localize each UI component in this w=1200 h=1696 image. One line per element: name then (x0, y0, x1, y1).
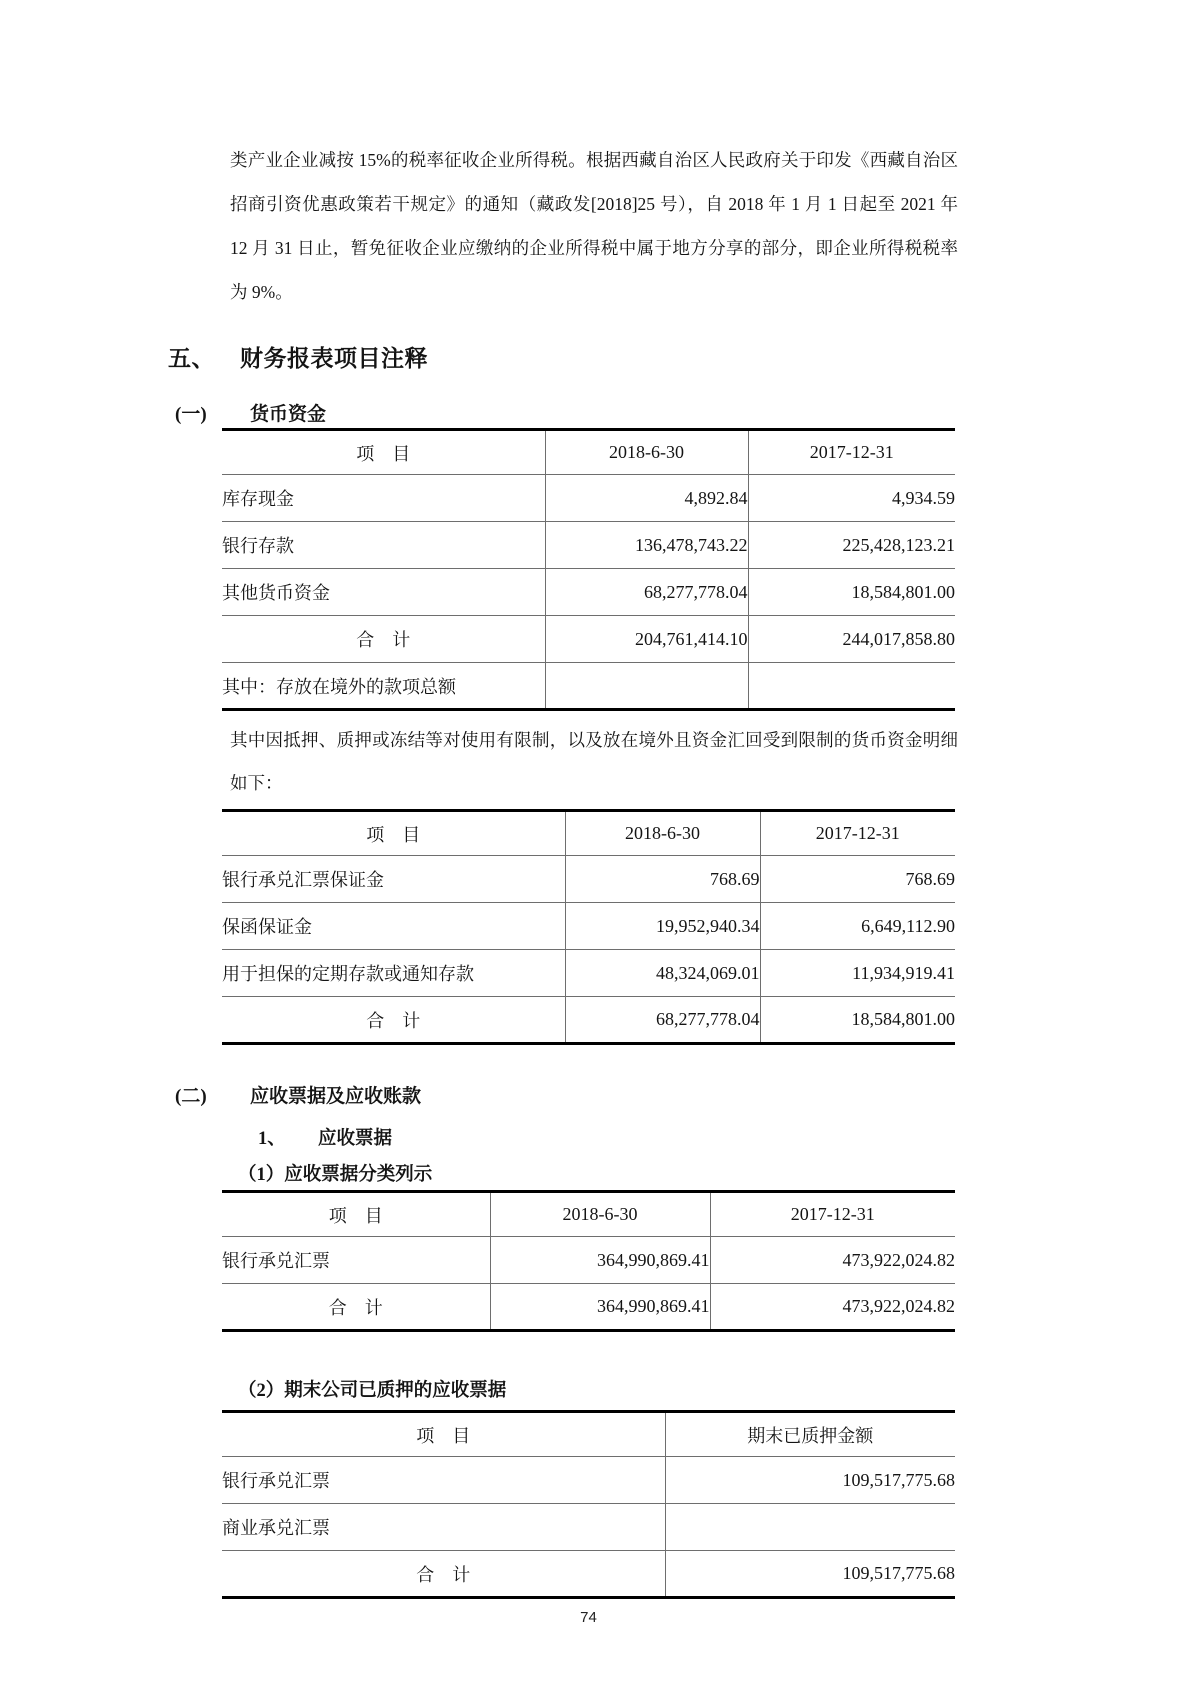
item-cell: 合 计 (222, 1551, 665, 1598)
item-cell: 保函保证金 (222, 903, 565, 950)
section-5-1-heading (175, 399, 1200, 426)
table-row (222, 903, 955, 950)
section-5-number: 五、 (168, 346, 215, 371)
value-2017-cell: 11,934,919.41 (760, 950, 955, 997)
amount-cell (665, 1504, 955, 1551)
notes-receivable-heading (258, 1124, 1200, 1150)
table-row (222, 663, 955, 710)
section-5-2-number: (二) (175, 1086, 207, 1107)
column-header-item: 项 目 (222, 430, 545, 475)
item-cell: 库存现金 (222, 475, 545, 522)
value-2017-cell: 473,922,024.82 (710, 1237, 955, 1284)
value-2018-cell: 364,990,869.41 (490, 1237, 710, 1284)
total-row (222, 1551, 955, 1598)
total-row (222, 1284, 955, 1331)
value-2017-cell: 768.69 (760, 856, 955, 903)
section-5-2-title: 应收票据及应收账款 (250, 1086, 422, 1107)
amount-cell: 109,517,775.68 (665, 1551, 955, 1598)
column-header-2017: 2017-12-31 (748, 430, 955, 475)
section-5-1-title: 货币资金 (250, 404, 327, 425)
value-2018-cell (545, 663, 748, 710)
value-2018-cell: 768.69 (565, 856, 760, 903)
restricted-funds-note: 其中因抵押、质押或冻结等对使用有限制，以及放在境外且资金汇回受到限制的货币资金明细如下： (230, 730, 958, 793)
total-row (222, 616, 955, 663)
value-2017-cell: 18,584,801.00 (760, 997, 955, 1044)
intro-paragraph: 类产业企业减按 15%的税率征收企业所得税。根据西藏自治区人民政府关于印发《西藏自治区招商引资优惠政策若干规定》的通知（藏政发[2018]25 号），自 2018 年 1 月 1 日起至 2021 年 12 月 31 日止，暂免征收企业应缴纳的企业所得税中属于地方分享的部分，即企业所得税税率为 9%。 (230, 150, 958, 302)
value-2018-cell: 68,277,778.04 (545, 569, 748, 616)
item-cell: 其他货币资金 (222, 569, 545, 616)
amount-cell: 109,517,775.68 (665, 1457, 955, 1504)
value-2017-cell: 473,922,024.82 (710, 1284, 955, 1331)
table-row (222, 1504, 955, 1551)
classification-heading: （1）应收票据分类列示 (238, 1165, 433, 1185)
table-row (222, 475, 955, 522)
column-header-2018: 2018-6-30 (490, 1192, 710, 1237)
value-2018-cell: 48,324,069.01 (565, 950, 760, 997)
table-header-row (222, 430, 955, 475)
value-2018-cell: 136,478,743.22 (545, 522, 748, 569)
section-5-heading (168, 340, 1200, 373)
value-2018-cell: 364,990,869.41 (490, 1284, 710, 1331)
monetary-funds-table (222, 428, 955, 711)
pledged-notes-table (222, 1410, 955, 1599)
column-header-item: 项 目 (222, 1192, 490, 1237)
item-cell: 合 计 (222, 616, 545, 663)
column-header-2017: 2017-12-31 (760, 811, 955, 856)
value-2017-cell (748, 663, 955, 710)
value-2018-cell: 204,761,414.10 (545, 616, 748, 663)
notes-receivable-classification-table (222, 1190, 955, 1332)
restricted-funds-table (222, 809, 955, 1045)
value-2018-cell: 68,277,778.04 (565, 997, 760, 1044)
pledged-notes-heading: （2）期末公司已质押的应收票据 (238, 1381, 507, 1401)
item-cell: 合 计 (222, 1284, 490, 1331)
section-5-title: 财务报表项目注释 (240, 346, 428, 371)
section-5-1-number: (一) (175, 404, 207, 425)
column-header-2018: 2018-6-30 (545, 430, 748, 475)
table-row (222, 569, 955, 616)
value-2017-cell: 18,584,801.00 (748, 569, 955, 616)
notes-receivable-title: 应收票据 (318, 1129, 393, 1149)
value-2017-cell: 225,428,123.21 (748, 522, 955, 569)
column-header-2018: 2018-6-30 (565, 811, 760, 856)
table-header-row (222, 1412, 955, 1457)
value-2018-cell: 19,952,940.34 (565, 903, 760, 950)
value-2017-cell: 244,017,858.80 (748, 616, 955, 663)
value-2017-cell: 6,649,112.90 (760, 903, 955, 950)
item-cell: 银行承兑汇票 (222, 1237, 490, 1284)
item-cell: 其中：存放在境外的款项总额 (222, 663, 545, 710)
table-header-row (222, 1192, 955, 1237)
section-5-2-heading (175, 1081, 1200, 1108)
total-row (222, 997, 955, 1044)
column-header-item: 项 目 (222, 1412, 665, 1457)
table-row (222, 1457, 955, 1504)
value-2017-cell: 4,934.59 (748, 475, 955, 522)
item-cell: 银行存款 (222, 522, 545, 569)
table-row (222, 522, 955, 569)
table-row (222, 950, 955, 997)
item-cell: 合 计 (222, 997, 565, 1044)
column-header-amount: 期末已质押金额 (665, 1412, 955, 1457)
value-2018-cell: 4,892.84 (545, 475, 748, 522)
page-number: 74 (580, 1609, 597, 1626)
notes-receivable-number: 1、 (258, 1129, 286, 1149)
item-cell: 用于担保的定期存款或通知存款 (222, 950, 565, 997)
item-cell: 银行承兑汇票保证金 (222, 856, 565, 903)
table-row (222, 856, 955, 903)
table-header-row (222, 811, 955, 856)
column-header-item: 项 目 (222, 811, 565, 856)
item-cell: 银行承兑汇票 (222, 1457, 665, 1504)
item-cell: 商业承兑汇票 (222, 1504, 665, 1551)
column-header-2017: 2017-12-31 (710, 1192, 955, 1237)
table-row (222, 1237, 955, 1284)
